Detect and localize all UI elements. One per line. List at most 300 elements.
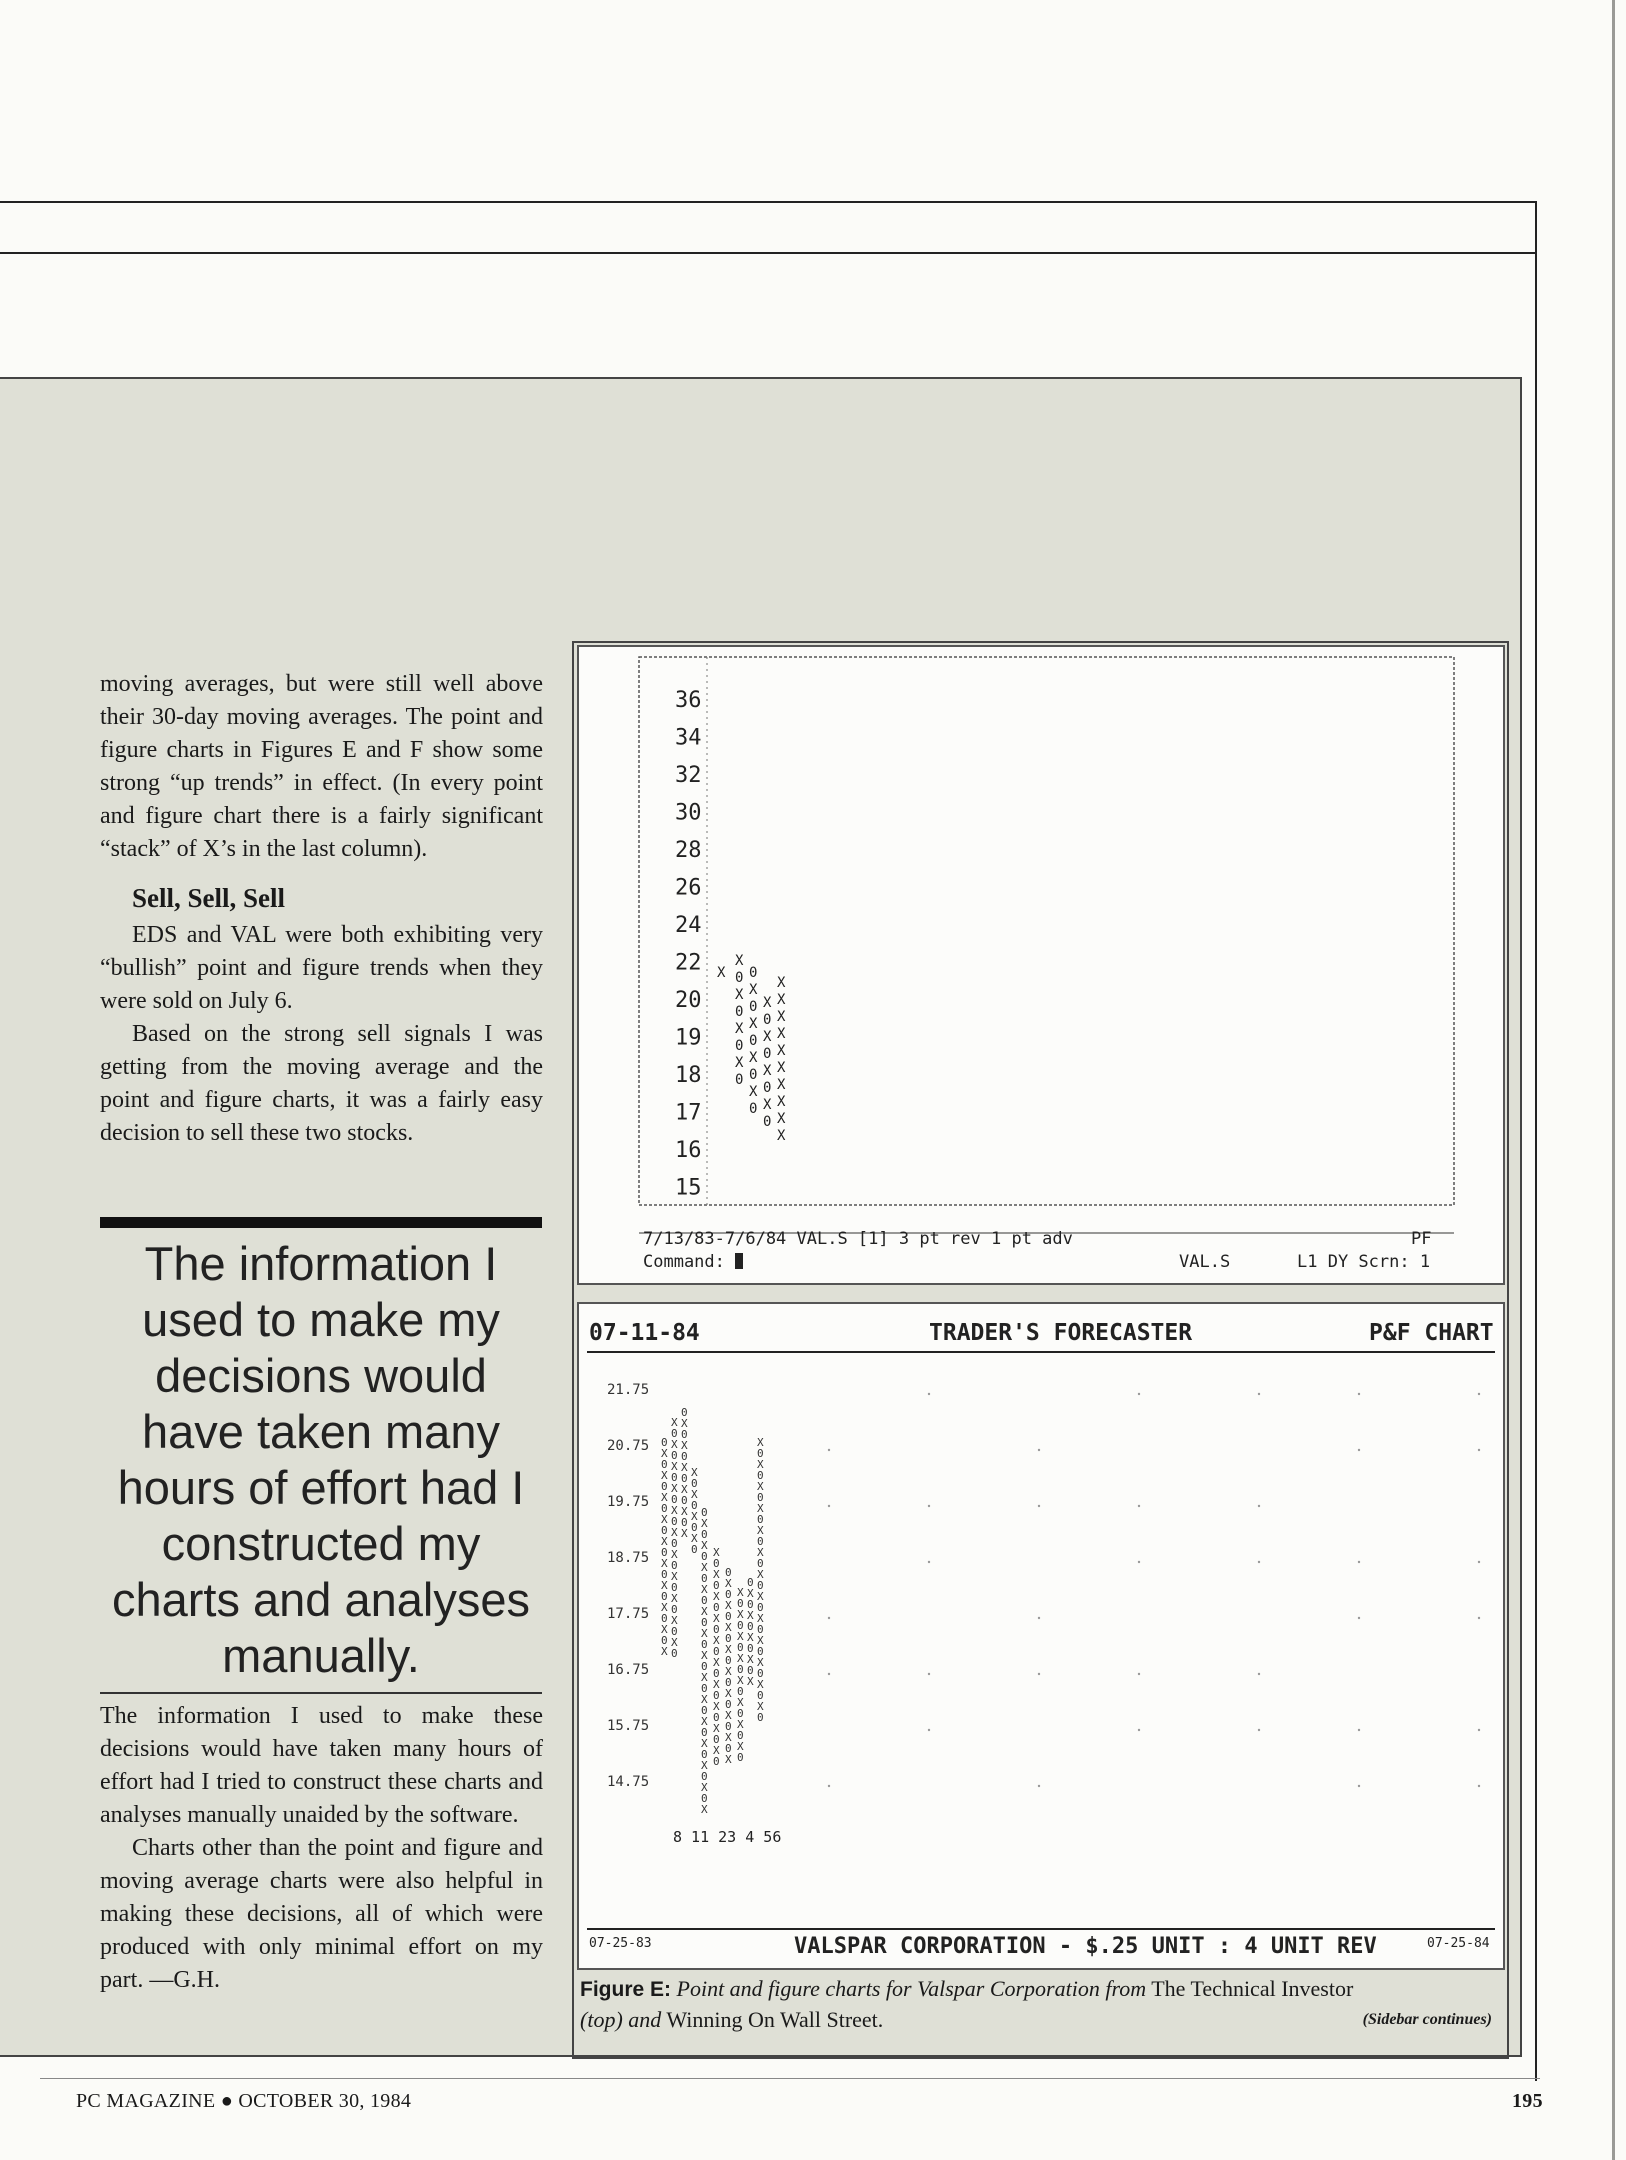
pf-mark: 0: [701, 1792, 708, 1805]
grid-dot: [1358, 1729, 1360, 1731]
pf-mark: 0: [713, 1755, 720, 1768]
grid-dot: [1258, 1673, 1260, 1675]
pf-mark: 0: [725, 1588, 732, 1601]
y-tick-label: 17: [675, 1100, 702, 1126]
grid-dot: [1358, 1449, 1360, 1451]
pf-mark: 0: [671, 1559, 678, 1572]
pf-mark: X: [757, 1436, 764, 1449]
grid-dot: [828, 1449, 830, 1451]
pf-mark: X: [737, 1718, 744, 1731]
page-edge: [1612, 0, 1615, 2160]
pf-mark: 0: [701, 1682, 708, 1695]
figure-caption: [580, 1974, 1492, 2035]
pf-mark: X: [725, 1665, 732, 1678]
pf-mark: 0: [737, 1729, 744, 1742]
pf-mark: 0: [661, 1568, 668, 1581]
pf-mark: 0: [725, 1632, 732, 1645]
pf-mark: X: [725, 1687, 732, 1700]
pf-mark: X: [661, 1469, 668, 1482]
technical-investor-screen: [577, 645, 1505, 1285]
pf-mark: 0: [757, 1579, 764, 1592]
pf-mark: X: [777, 1060, 786, 1076]
pf-mark: 0: [681, 1472, 688, 1485]
pf-mark: 0: [725, 1698, 732, 1711]
grid-dot: [1258, 1393, 1260, 1395]
pf-mark: 0: [757, 1513, 764, 1526]
section-heading: Sell, Sell, Sell: [132, 883, 286, 913]
pf-mark: 0: [737, 1751, 744, 1764]
pf-mark: 0: [757, 1645, 764, 1658]
pf-mark: 0: [671, 1427, 678, 1440]
pf-mark: X: [777, 1094, 786, 1110]
pf-mark: X: [763, 1063, 772, 1079]
body-paragraph: Based on the strong sell signals I was getting from the moving average and the point and figure charts, it was a fairly easy decision to sell these two stocks.: [100, 1021, 543, 1146]
body-paragraph: Charts other than the point and figure and moving average charts were also helpful in making these decisions, all of which were produced with only minimal effort on my part. —G.H.: [100, 1835, 543, 1993]
left-column: [100, 668, 543, 1150]
pf-mark: X: [713, 1744, 720, 1757]
right-rule: [1535, 201, 1537, 2081]
pf-mark: X: [757, 1502, 764, 1515]
y-tick-label: 18.75: [607, 1550, 650, 1566]
pf-mark: 0: [749, 999, 758, 1015]
y-tick-label: 28: [675, 838, 702, 863]
pf-mark: X: [713, 1634, 720, 1647]
pf-mark: X: [747, 1587, 754, 1600]
pf-mark: X: [671, 1460, 678, 1473]
pf-mark: X: [661, 1601, 668, 1614]
grid-dot: [1038, 1785, 1040, 1787]
pf-mark: 0: [681, 1450, 688, 1463]
pf-mark: 0: [757, 1447, 764, 1460]
pf-mark: 0: [701, 1506, 708, 1519]
pf-mark: X: [735, 1055, 744, 1071]
header-date: 07-11-84: [589, 1320, 700, 1346]
pf-mark: X: [777, 1077, 786, 1093]
pf-mark: X: [713, 1656, 720, 1669]
pf-mark: X: [757, 1480, 764, 1493]
pf-chart-top: [579, 647, 1503, 1283]
pf-mark: 0: [671, 1581, 678, 1594]
grid-dot: [1138, 1393, 1140, 1395]
y-tick-label: 24: [675, 913, 702, 938]
grid-dot: [1478, 1561, 1480, 1563]
pf-mark: 0: [737, 1641, 744, 1654]
pf-mark: X: [701, 1781, 708, 1794]
pf-mark: 0: [725, 1720, 732, 1733]
pf-mark: X: [701, 1803, 708, 1816]
pf-label: PF: [1411, 1229, 1432, 1249]
pf-mark: X: [757, 1458, 764, 1471]
pf-mark: X: [763, 995, 772, 1011]
y-tick-label: 17.75: [607, 1606, 650, 1622]
command-prompt[interactable]: [643, 1252, 743, 1272]
pf-mark: 0: [763, 1114, 772, 1130]
pf-mark: 0: [757, 1601, 764, 1614]
pf-mark: 0: [681, 1516, 688, 1529]
pf-mark: X: [691, 1466, 698, 1479]
y-tick-label: 22: [675, 950, 702, 976]
chart-border: [639, 657, 1454, 1205]
intro-paragraph: moving averages, but were still well above their 30-day moving averages. The point and figure charts in Figures E and F show some strong “up trends” in effect. (In every point and figure chart there is a fairly significant “stack” of X’s in the last column).: [100, 671, 543, 862]
pf-mark: 0: [735, 1038, 744, 1054]
pf-mark: 0: [661, 1436, 668, 1449]
pf-mark: X: [757, 1656, 764, 1669]
pf-mark: X: [757, 1678, 764, 1691]
pf-mark: 0: [725, 1676, 732, 1689]
grid-dot: [1138, 1673, 1140, 1675]
pf-mark: 0: [737, 1597, 744, 1610]
grid-dot: [828, 1505, 830, 1507]
grid-dot: [928, 1561, 930, 1563]
pf-mark: 0: [713, 1579, 720, 1592]
pf-mark: 0: [749, 1033, 758, 1049]
pf-mark: X: [737, 1740, 744, 1753]
footer-start-date: 07-25-83: [589, 1936, 652, 1951]
pf-mark: 0: [691, 1499, 698, 1512]
pf-mark: X: [661, 1579, 668, 1592]
pf-mark: X: [749, 1084, 758, 1100]
pf-mark: X: [681, 1461, 688, 1474]
pf-mark: 0: [661, 1524, 668, 1537]
grid-dot: [1358, 1617, 1360, 1619]
pf-mark: 0: [757, 1623, 764, 1636]
pf-mark: 0: [757, 1667, 764, 1680]
pull-quote-divider: [100, 1692, 542, 1694]
pf-mark: X: [671, 1526, 678, 1539]
status-ticker: VAL.S: [1179, 1252, 1231, 1272]
y-tick-label: 36: [675, 688, 702, 713]
y-tick-label: 26: [675, 875, 702, 901]
grid-dot: [828, 1617, 830, 1619]
body-paragraph: EDS and VAL were both exhibiting very “bullish” point and figure trends when they were sold on July 6.: [100, 922, 543, 1014]
pf-mark: X: [763, 1097, 772, 1113]
pf-mark: 0: [661, 1458, 668, 1471]
caption-text-a: Point and figure charts for Valspar Corporation from: [676, 1976, 1147, 2001]
pf-mark: X: [749, 1016, 758, 1032]
pf-mark: X: [777, 1128, 786, 1144]
pf-mark: X: [671, 1614, 678, 1627]
pf-mark: X: [763, 1029, 772, 1045]
pf-mark: X: [701, 1759, 708, 1772]
pf-mark: X: [749, 982, 758, 998]
bottom-column: [100, 1700, 543, 1997]
body-paragraph: The information I used to make these decisions would have taken many hours of effort had I tried to construct these charts and analyses manually unaided by the software.: [100, 1703, 543, 1828]
pf-mark: X: [713, 1546, 720, 1559]
pf-mark: 0: [701, 1748, 708, 1761]
pf-mark: 0: [701, 1572, 708, 1585]
pf-mark: X: [777, 975, 786, 991]
y-tick-label: 30: [675, 800, 702, 826]
pf-mark: 0: [701, 1594, 708, 1607]
pf-mark: X: [717, 965, 726, 981]
pf-mark: 0: [737, 1663, 744, 1676]
grid-dot: [1258, 1729, 1260, 1731]
caption-label: Figure E:: [580, 1978, 672, 2001]
pf-mark: 0: [713, 1711, 720, 1724]
y-tick-label: 16.75: [607, 1662, 650, 1678]
header-title: TRADER'S FORECASTER: [929, 1320, 1193, 1346]
pf-mark: 0: [747, 1620, 754, 1633]
pf-mark: 0: [701, 1550, 708, 1563]
pf-mark: X: [757, 1568, 764, 1581]
pf-mark: X: [737, 1674, 744, 1687]
pf-mark: 0: [725, 1610, 732, 1623]
pf-mark: X: [737, 1586, 744, 1599]
y-tick-label: 21.75: [607, 1382, 650, 1398]
pf-mark: 0: [691, 1543, 698, 1556]
pf-mark: X: [661, 1491, 668, 1504]
pf-mark: X: [681, 1439, 688, 1452]
top-rule-2: [0, 252, 1536, 254]
pf-mark: 0: [701, 1528, 708, 1541]
pf-mark: 0: [757, 1491, 764, 1504]
pf-mark: 0: [671, 1603, 678, 1616]
pf-mark: 0: [735, 1004, 744, 1020]
caption-source-2: Winning On Wall Street.: [666, 2007, 884, 2032]
pf-mark: 0: [661, 1502, 668, 1515]
pf-mark: X: [671, 1438, 678, 1451]
pf-mark: 0: [681, 1406, 688, 1419]
pf-mark: X: [661, 1623, 668, 1636]
pf-mark: X: [701, 1649, 708, 1662]
pf-mark: X: [725, 1599, 732, 1612]
pf-mark: X: [757, 1524, 764, 1537]
y-tick-label: 14.75: [607, 1774, 650, 1790]
sidebar-continues: (Sidebar continues): [1362, 2011, 1492, 2028]
header-rule: [587, 1351, 1495, 1353]
footer-rule: [40, 2078, 1540, 2079]
caption-text-b: (top) and: [580, 2007, 662, 2032]
pf-mark: 0: [749, 1101, 758, 1117]
traders-forecaster-screen: [577, 1302, 1505, 1970]
grid-dot: [1038, 1505, 1040, 1507]
pf-mark: 0: [749, 1067, 758, 1083]
pull-quote: The information I used to make my decisions would have taken many hours of effort had I constructed my charts and analyses manually.: [111, 1237, 531, 1682]
pf-mark: 0: [735, 1072, 744, 1088]
pf-mark: X: [661, 1645, 668, 1658]
pf-mark: X: [749, 1050, 758, 1066]
y-tick-label: 19.75: [607, 1494, 650, 1510]
y-tick-label: 18: [675, 1063, 702, 1088]
pf-mark: X: [737, 1696, 744, 1709]
pf-mark: X: [725, 1731, 732, 1744]
pf-mark: 0: [661, 1612, 668, 1625]
pf-mark: 0: [763, 1080, 772, 1096]
pf-mark: X: [661, 1513, 668, 1526]
pf-mark: 0: [725, 1742, 732, 1755]
x-axis-marks: 8 11 23 4 56: [673, 1828, 782, 1846]
cursor: [735, 1253, 743, 1269]
pf-mark: 0: [661, 1546, 668, 1559]
grid-dot: [1038, 1449, 1040, 1451]
pf-mark: X: [725, 1753, 732, 1766]
pf-mark: X: [671, 1570, 678, 1583]
grid-dot: [1258, 1561, 1260, 1563]
pf-mark: X: [691, 1510, 698, 1523]
pf-mark: X: [747, 1653, 754, 1666]
pf-mark: 0: [713, 1645, 720, 1658]
pf-mark: 0: [701, 1726, 708, 1739]
command-label: Command:: [643, 1252, 725, 1272]
y-tick-label: 34: [675, 725, 702, 751]
header-chart-type: P&F CHART: [1369, 1320, 1494, 1346]
pf-mark: 0: [671, 1493, 678, 1506]
pf-mark: X: [681, 1527, 688, 1540]
pf-mark: 0: [661, 1590, 668, 1603]
pf-mark: 0: [737, 1685, 744, 1698]
grid-dot: [1478, 1729, 1480, 1731]
grid-dot: [928, 1393, 930, 1395]
pf-mark: X: [671, 1636, 678, 1649]
pf-mark: X: [713, 1612, 720, 1625]
pf-mark: 0: [701, 1638, 708, 1651]
pf-mark: X: [681, 1417, 688, 1430]
pf-mark: X: [725, 1643, 732, 1656]
pf-mark: X: [737, 1630, 744, 1643]
pf-mark: 0: [661, 1634, 668, 1647]
pf-mark: X: [757, 1634, 764, 1647]
pf-mark: 0: [671, 1471, 678, 1484]
pf-mark: 0: [763, 1012, 772, 1028]
pf-mark: X: [777, 992, 786, 1008]
grid-dot: [828, 1673, 830, 1675]
pf-mark: 0: [747, 1642, 754, 1655]
pf-mark: X: [777, 1111, 786, 1127]
pf-mark: X: [671, 1482, 678, 1495]
pf-mark: X: [661, 1447, 668, 1460]
pf-mark: X: [713, 1722, 720, 1735]
grid-dot: [1258, 1505, 1260, 1507]
grid-dot: [1358, 1393, 1360, 1395]
y-tick-label: 20.75: [607, 1438, 650, 1454]
pf-mark: X: [701, 1671, 708, 1684]
status-screen: L1 DY Scrn: 1: [1297, 1252, 1431, 1272]
caption-source-1: The Technical Investor: [1151, 1976, 1354, 2001]
pf-mark: 0: [691, 1477, 698, 1490]
footer-magazine: PC MAGAZINE ● OCTOBER 30, 1984: [76, 2090, 412, 2112]
pf-mark: X: [725, 1621, 732, 1634]
pf-mark: X: [701, 1693, 708, 1706]
pf-mark: 0: [671, 1449, 678, 1462]
pf-mark: X: [701, 1583, 708, 1596]
grid-dot: [1138, 1505, 1140, 1507]
pf-mark: 0: [763, 1046, 772, 1062]
pf-mark: X: [713, 1590, 720, 1603]
pf-mark: X: [713, 1678, 720, 1691]
pf-mark: X: [747, 1631, 754, 1644]
top-rule: [0, 201, 1536, 203]
pf-mark: X: [661, 1535, 668, 1548]
pf-mark: X: [671, 1504, 678, 1517]
pf-mark: X: [735, 1021, 744, 1037]
pf-mark: X: [777, 1043, 786, 1059]
pf-mark: X: [701, 1561, 708, 1574]
grid-dot: [1138, 1729, 1140, 1731]
pf-mark: X: [777, 1026, 786, 1042]
pf-mark: X: [671, 1416, 678, 1429]
pf-mark: X: [713, 1700, 720, 1713]
pf-mark: 0: [691, 1521, 698, 1534]
pf-mark: X: [671, 1548, 678, 1561]
pf-mark: X: [701, 1517, 708, 1530]
grid-dot: [1478, 1617, 1480, 1619]
pf-mark: X: [757, 1546, 764, 1559]
y-tick-label: 15.75: [607, 1718, 650, 1734]
grid-dot: [928, 1505, 930, 1507]
pf-mark: X: [777, 1009, 786, 1025]
pf-mark: X: [691, 1532, 698, 1545]
pf-mark: 0: [681, 1494, 688, 1507]
pf-mark: X: [747, 1675, 754, 1688]
grid-dot: [1038, 1617, 1040, 1619]
pf-mark: X: [725, 1577, 732, 1590]
pf-mark: X: [747, 1609, 754, 1622]
pf-mark: 0: [725, 1654, 732, 1667]
grid-dot: [1038, 1673, 1040, 1675]
pf-mark: X: [701, 1627, 708, 1640]
pf-mark: 0: [737, 1619, 744, 1632]
pf-mark: 0: [747, 1576, 754, 1589]
pf-mark: X: [737, 1652, 744, 1665]
pf-mark: 0: [713, 1623, 720, 1636]
pf-mark: X: [671, 1592, 678, 1605]
pf-mark: X: [661, 1557, 668, 1570]
pf-mark: X: [701, 1715, 708, 1728]
pf-mark: X: [757, 1700, 764, 1713]
pf-mark: 0: [701, 1704, 708, 1717]
grid-dot: [928, 1673, 930, 1675]
grid-dot: [1358, 1785, 1360, 1787]
pf-mark: 0: [757, 1711, 764, 1724]
date-range-line: 7/13/83-7/6/84 VAL.S [1] 3 pt rev 1 pt adv: [643, 1229, 1073, 1249]
pf-mark: X: [681, 1483, 688, 1496]
pf-mark: X: [681, 1505, 688, 1518]
pf-mark: 0: [757, 1535, 764, 1548]
pf-mark: 0: [671, 1647, 678, 1660]
pf-mark: X: [713, 1568, 720, 1581]
pull-quote-rule: [100, 1217, 542, 1228]
grid-dot: [1478, 1393, 1480, 1395]
grid-dot: [828, 1785, 830, 1787]
pf-mark: 0: [681, 1428, 688, 1441]
pf-mark: 0: [737, 1707, 744, 1720]
pf-mark: 0: [701, 1770, 708, 1783]
pf-mark: 0: [725, 1566, 732, 1579]
pf-mark: X: [701, 1737, 708, 1750]
pf-mark: X: [757, 1612, 764, 1625]
y-tick-label: 20: [675, 988, 702, 1013]
grid-dot: [1478, 1785, 1480, 1787]
pf-mark: 0: [735, 970, 744, 986]
grid-dot: [1478, 1449, 1480, 1451]
y-tick-label: 19: [675, 1025, 702, 1051]
pf-mark: X: [701, 1605, 708, 1618]
pf-mark: 0: [671, 1625, 678, 1638]
pf-mark: X: [701, 1539, 708, 1552]
pf-mark: X: [757, 1590, 764, 1603]
grid-dot: [1358, 1561, 1360, 1563]
footer-title: VALSPAR CORPORATION - $.25 UNIT : 4 UNIT REV: [794, 1934, 1377, 1959]
pf-mark: 0: [661, 1480, 668, 1493]
pf-mark: 0: [713, 1733, 720, 1746]
pf-mark: 0: [713, 1689, 720, 1702]
pf-mark: 0: [757, 1689, 764, 1702]
y-tick-label: 15: [675, 1175, 702, 1201]
pf-mark: X: [691, 1488, 698, 1501]
footer-page-number: 195: [1512, 2090, 1543, 2112]
pf-mark: 0: [749, 965, 758, 981]
pf-mark: 0: [671, 1537, 678, 1550]
